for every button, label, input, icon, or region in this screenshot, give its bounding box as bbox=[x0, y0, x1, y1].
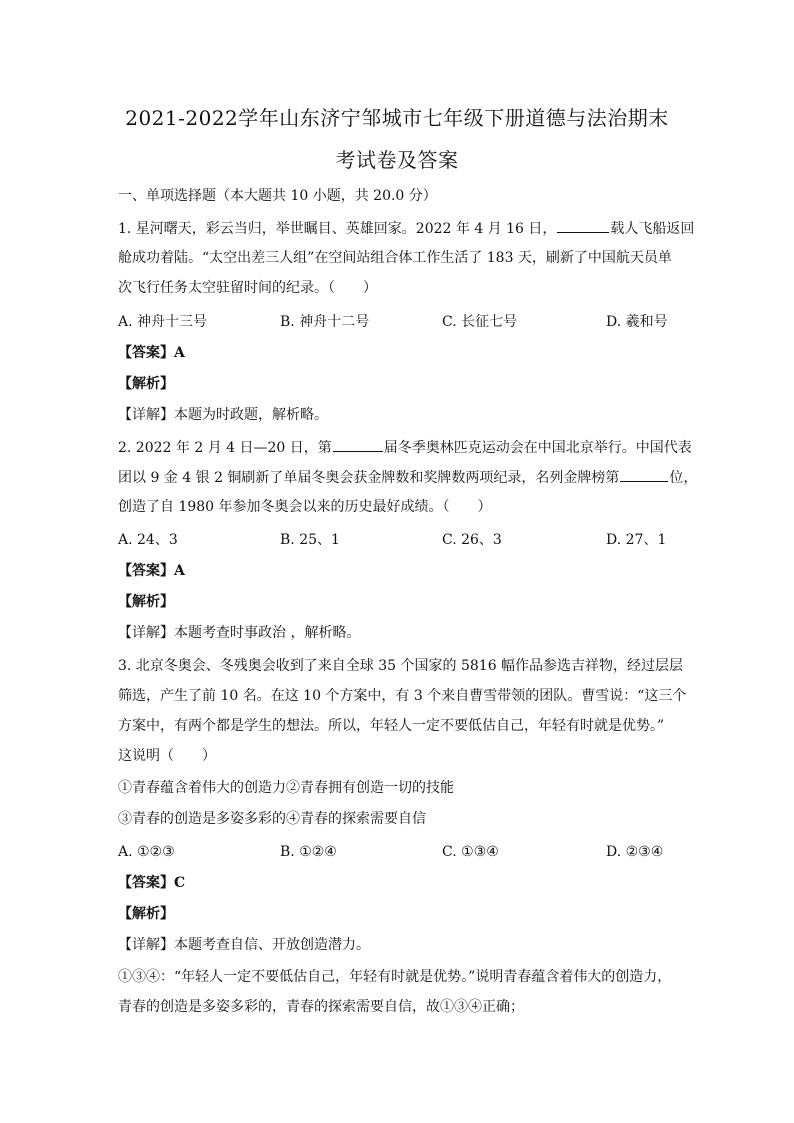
q3-line-1: 3. 北京冬奥会、冬残奥会收到了来自全球 35 个国家的 5816 幅作品参选吉祥物，经过层层 bbox=[118, 658, 684, 674]
q3-analysis: 【解析】 bbox=[118, 906, 174, 922]
q2-text-b: 届冬季奥林匹克运动会在中国北京举行。中国代表 bbox=[383, 440, 692, 456]
q3-line-4: 这说明（ ） bbox=[118, 748, 216, 764]
q3-explanation-2: 青春的创造是多姿多彩的，青春的探索需要自信，故①③④正确； bbox=[118, 999, 524, 1015]
q3-option-d: D. ②③④ bbox=[606, 844, 664, 860]
q2-option-d: D. 27、1 bbox=[606, 532, 667, 548]
q2-line-3: 创造了自 1980 年参加冬奥会以来的历史最好成绩。（ ） bbox=[118, 499, 492, 515]
q3-statements-1: ①青春蕴含着伟大的创造力②青春拥有创造一切的技能 bbox=[118, 780, 454, 796]
q2-text-a: 2. 2022 年 2 月 4 日—20 日，第 bbox=[118, 440, 332, 456]
q3-detail: 【详解】本题考查自信、开放创造潜力。 bbox=[118, 937, 370, 953]
q3-statements-2: ③青春的创造是多姿多彩的④青春的探索需要自信 bbox=[118, 811, 426, 827]
q1-option-b: B. 神舟十二号 bbox=[280, 314, 370, 330]
q1-answer: 【答案】A bbox=[118, 345, 185, 361]
q1-text-a: 1. 星河曙天，彩云当归，举世瞩目、英雄回家。2022 年 4 月 16 日， bbox=[118, 221, 557, 237]
q3-answer: 【答案】C bbox=[118, 875, 186, 891]
q1-option-d: D. 羲和号 bbox=[606, 314, 668, 330]
page-title-line-2: 考试卷及答案 bbox=[335, 148, 459, 172]
q2-blank-1 bbox=[333, 437, 383, 452]
q1-option-c: C. 长征七号 bbox=[442, 314, 518, 330]
q2-option-b: B. 25、1 bbox=[280, 532, 340, 548]
q2-line-2 bbox=[118, 467, 698, 488]
q1-option-a: A. 神舟十三号 bbox=[118, 314, 208, 330]
q2-answer: 【答案】A bbox=[118, 563, 185, 579]
q3-explanation-1: ①③④：“年轻人一定不要低估自己，年轻有时就是优势。”说明青春蕴含着伟大的创造力， bbox=[118, 969, 672, 985]
q1-line-1 bbox=[118, 218, 695, 239]
q2-blank-2 bbox=[620, 467, 668, 482]
q2-detail: 【详解】本题考查时事政治 ，解析略。 bbox=[118, 625, 361, 641]
q2-analysis: 【解析】 bbox=[118, 594, 174, 610]
section-heading: 一、单项选择题（本大题共 10 小题，共 20.0 分） bbox=[118, 188, 437, 204]
q3-option-c: C. ①③④ bbox=[442, 844, 499, 860]
q2-text-c: 团以 9 金 4 银 2 铜刷新了单届冬奥会获金牌数和奖牌数两项纪录，名列金牌榜第 bbox=[118, 470, 620, 486]
q2-text-d: 位， bbox=[669, 470, 698, 486]
q1-line-3: 次飞行任务太空驻留时间的纪录。（ ） bbox=[118, 280, 377, 296]
q1-blank bbox=[557, 218, 609, 233]
q2-line-1 bbox=[118, 437, 692, 458]
q2-option-c: C. 26、3 bbox=[442, 532, 502, 548]
q1-detail: 【详解】本题为时政题，解析略。 bbox=[118, 407, 328, 423]
q3-option-b: B. ①②④ bbox=[280, 844, 337, 860]
q2-options bbox=[118, 530, 678, 550]
q1-line-2: 舱成功着陆。“太空出差三人组”在空间站组合体工作生活了 183 天，刷新了中国航天员单 bbox=[118, 250, 672, 266]
q3-options bbox=[118, 842, 678, 862]
q3-line-3: 方案中，有两个都是学生的想法。所以，年轻人一定不要低估自己，年轻有时就是优势。” bbox=[118, 718, 665, 734]
q1-text-b: 载人飞船返回 bbox=[610, 221, 695, 237]
q3-line-2: 筛选，产生了前 10 名。在这 10 个方案中，有 3 个来自曹雪带领的团队。曹雪说：“这三个 bbox=[118, 688, 687, 704]
q2-option-a: A. 24、3 bbox=[118, 532, 178, 548]
page-title-line-1: 2021-2022学年山东济宁邹城市七年级下册道德与法治期末 bbox=[125, 106, 669, 130]
q1-analysis: 【解析】 bbox=[118, 376, 174, 392]
q1-options bbox=[118, 312, 678, 332]
q3-option-a: A. ①②③ bbox=[118, 844, 175, 860]
